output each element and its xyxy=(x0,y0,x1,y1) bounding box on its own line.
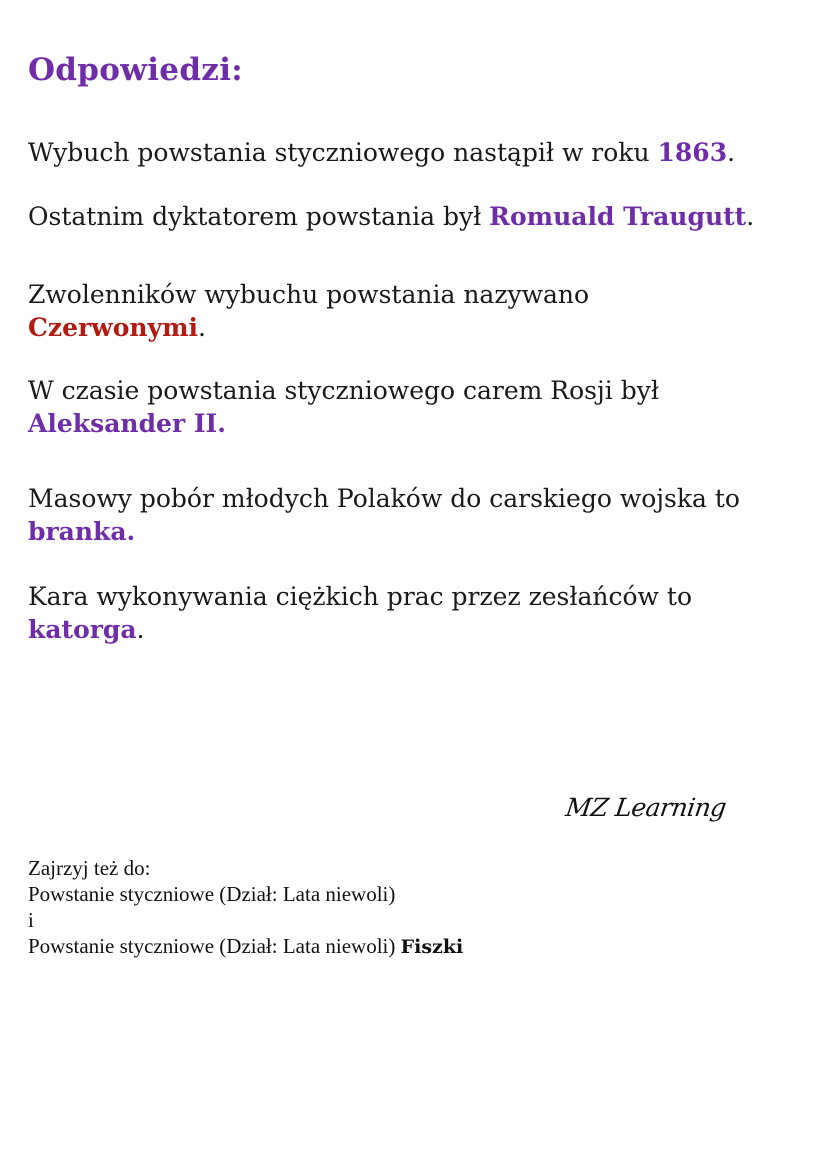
answer-3 xyxy=(28,278,818,344)
footer-link-2-bold: Fiszki xyxy=(400,936,464,958)
answer-2-text: Ostatnim dyktatorem powstania był xyxy=(28,202,490,231)
answer-6-highlight: katorga xyxy=(28,615,137,644)
footer-link-2[interactable] xyxy=(28,934,463,958)
answer-5-text: Masowy pobór młodych Polaków do carskiego wojska to xyxy=(28,484,740,513)
answer-2 xyxy=(28,200,818,233)
answer-5-highlight: branka. xyxy=(28,517,136,546)
page-title: Odpowiedzi: xyxy=(28,52,244,88)
footer-links xyxy=(28,855,808,960)
answer-4 xyxy=(28,374,818,440)
answer-2-end: . xyxy=(746,202,755,231)
answer-6-end: . xyxy=(136,615,145,644)
answer-4-highlight: Aleksander II. xyxy=(28,409,226,438)
answer-3-text: Zwolenników wybuchu powstania nazywano xyxy=(28,280,590,309)
answer-3-highlight: Czerwonymi xyxy=(28,313,199,342)
answer-6 xyxy=(28,580,818,646)
footer-connector: i xyxy=(28,908,34,932)
answer-3-end: . xyxy=(198,313,206,342)
footer-link-1[interactable]: Powstanie styczniowe (Dział: Lata niewoli) xyxy=(28,882,396,906)
answer-1-end: . xyxy=(727,138,736,167)
answer-5 xyxy=(28,482,818,548)
signature-logo: MZ Learning xyxy=(563,793,728,822)
answer-1-text: Wybuch powstania styczniowego nastąpił w roku xyxy=(28,138,658,167)
footer-intro: Zajrzyj też do: xyxy=(28,856,151,880)
answer-1 xyxy=(28,136,818,169)
answer-4-text: W czasie powstania styczniowego carem Rosji był xyxy=(28,376,659,405)
answer-1-highlight: 1863 xyxy=(657,138,728,167)
answer-6-text: Kara wykonywania ciężkich prac przez zesłańców to xyxy=(28,582,692,611)
footer-link-2-text: Powstanie styczniowe (Dział: Lata niewoli) xyxy=(28,934,401,958)
answer-2-highlight: Romuald Traugutt xyxy=(489,202,747,231)
